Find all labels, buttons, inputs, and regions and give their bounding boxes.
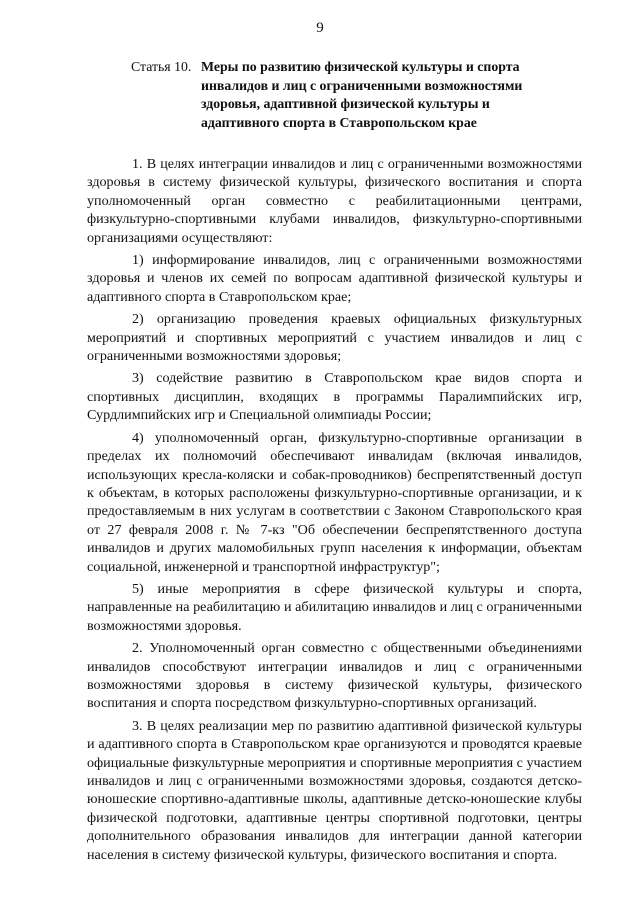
paragraph-2: 1) информирование инвалидов, лиц с ограниченными возможностями здоровья и членов их семей по вопросам адаптивной физической культуры и адаптивного спорта в Ставропольском крае; <box>87 252 582 305</box>
paragraph-4: 3) содействие развитию в Ставропольском крае видов спорта и спортивных дисциплин, входящих в программы Паралимпийских игр, Сурдлимпийских игр и Специальной олимпиады России; <box>87 370 582 424</box>
paragraph-7: 2. Уполномоченный орган совместно с общественными объединениями инвалидов способствуют интеграции инвалидов и лиц с ограниченными возможностями здоровья в систему физической культуры, физического воспитания и спорта посредством физкультурно-спортивных организаций. <box>87 640 582 712</box>
paragraph-6: 5) иные мероприятия в сфере физической культуры и спорта, направленные на реабилитацию и абилитацию инвалидов и лиц с ограниченными возможностями здоровья. <box>87 580 582 634</box>
article-body <box>87 155 582 868</box>
page-number: 9 <box>316 20 324 36</box>
article-title: Меры по развитию физической культуры и спорта инвалидов и лиц с ограниченными возможностями здоровья, адаптивной физической культуры и адаптивного спорта в Ставропольском крае <box>201 59 523 130</box>
paragraph-1: 1. В целях интеграции инвалидов и лиц с ограниченными возможностями здоровья в систему физической культуры, физического воспитания и спорта уполномоченный орган совместно с реабилитационными центрами, физкультурно-спортивными клубами инвалидов, физкультурно-спортивными организациями осуществляют: <box>87 156 582 246</box>
article-label: Статья 10. <box>131 59 192 74</box>
paragraph-8: 3. В целях реализации мер по развитию адаптивной физической культуры и адаптивного спорта в Ставропольском крае организуются и проводятся краевые официальные физкультурные мероприятия и спортивные мероприятия с участием инвалидов и лиц с ограниченными возможностями здоровья, создаются детско-юношеские спортивно-адаптивные школы, адаптивные детско-юношеские клубы физической подготовки, адаптивные центры спортивной подготовки, центры дополнительного образования инвалидов для интеграции данной категории населения в систему физической культуры, физического воспитания и спорта. <box>87 717 582 863</box>
article-heading <box>131 58 561 132</box>
paragraph-3: 2) организацию проведения краевых официальных физкультурных мероприятий и спортивных мероприятий с участием инвалидов и лиц с ограниченными возможностями здоровья; <box>87 311 582 365</box>
paragraph-5: 4) уполномоченный орган, физкультурно-спортивные организации в пределах их полномочий обеспечивают инвалидам (включая инвалидов, использующих кресла-коляски и собак-проводников) беспрепятственный доступ к объектам, в которых расположены физкультурно-спортивные организации, и к предоставляемым в них услугам в соответствии с Законом Ставропольского края от 27 февраля 2008 г. № 7-кз "Об обеспечении беспрепятственного доступа инвалидов и других маломобильных групп населения к информации, объектам социальной, инженерной и транспортной инфраструктур"; <box>87 429 582 575</box>
